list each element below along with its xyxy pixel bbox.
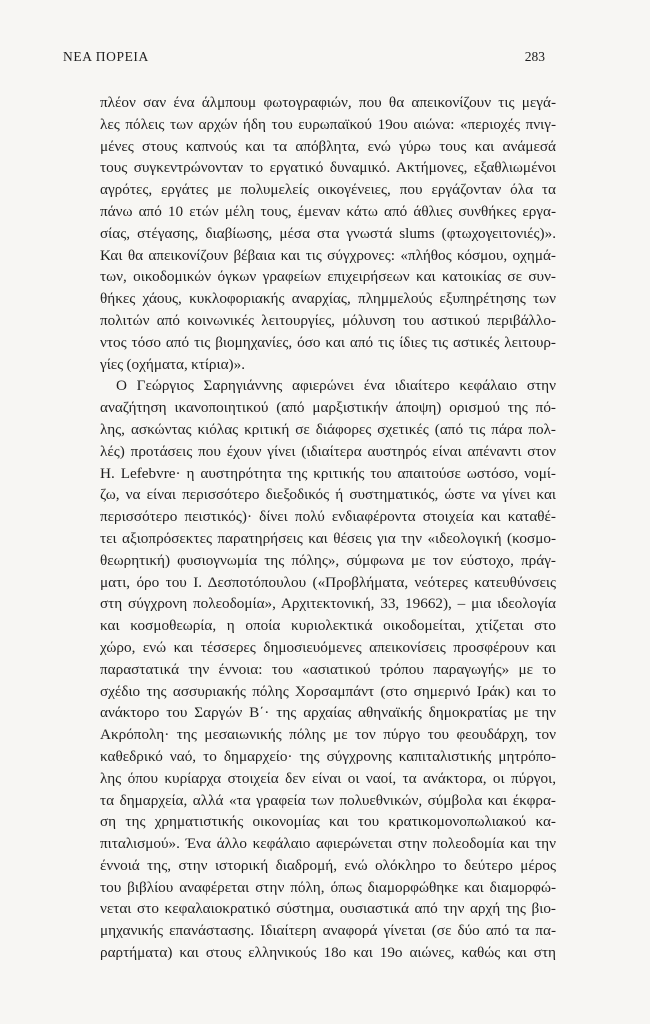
text-line: λές) προτάσεις που έχουν γίνει (ιδιαίτερα αυστηρός είναι απέναντι στον [100, 442, 556, 460]
text-line: πάνω από 10 ετών μέλη τους, έμεναν κάτω από άθλιες συνθήκες εργα- [100, 202, 556, 220]
text-line: λης, ασκώντας κιόλας κριτική σε διάφορες σχετικές (από τις πάρα πολ- [100, 420, 556, 438]
running-head: ΝΕΑ ΠΟΡΕΙΑ [63, 49, 149, 64]
text-line: λες πόλεις των αρχών ήδη του ευρωπαϊκού 19ου αιώνα: «περιοχές πνιγ- [100, 115, 556, 133]
text-line: και κοσμοθεωρία, η οποία κυριολεκτικά οικοδομείται, χτίζεται στο [100, 617, 556, 635]
text-line: τα δημαρχεία, αλλά «τα γραφεία των πολυεθνικών, σύμβολα και έκφρα- [100, 791, 556, 809]
text-line: ραρτήματα) και στους ελληνικούς 18ο και 19ο αιώνες, καθώς και στη [100, 944, 556, 962]
text-line: λης όπου κυρίαρχα στοιχεία δεν είναι οι ναοί, τα ανάκτορα, οι πύργοι, [100, 769, 556, 787]
text-line: ση της χρηματιστικής οικονομίας και του κρατικομονοπωλιακού κα- [100, 813, 556, 831]
text-line: μηχανικής επανάστασης. Ιδιαίτερη αναφορά γίνεται (σε δύο από τα πα- [100, 922, 556, 940]
text-line: καθεδρικό ναό, το δημαρχείο· της σύγχρονης καπιταλιστικής μητρόπο- [100, 747, 556, 765]
text-line: πλέον σαν ένα άλμπουμ φωτογραφιών, που θα απεικονίζουν τις μεγά- [100, 94, 556, 111]
text-line: ματι, όρο του Ι. Δεσποτόπουλου («Προβλήματα, νεότερες κατευθύνσεις [100, 573, 556, 591]
text-line: του βιβλίου αναφέρεται στην πόλη, όπως διαμορφώθηκε και διαμορφώ- [100, 878, 556, 896]
text-line: περισσότερο πειστικός)· δίνει πολύ ενδιαφέροντα στοιχεία και καταθέ- [100, 508, 556, 526]
page-number: 283 [524, 49, 545, 64]
text-line: ντος τόσο από τις βιομηχανίες, όσο και από τις ίδιες τις αστικές λειτουρ- [100, 333, 556, 351]
text-line: πολιτών από κοινωνικές λειτουργίες, μόλυνση του αστικού περιβάλλο- [100, 311, 556, 329]
text-line: στη σύγχρονη πολεοδομία», Αρχιτεκτονική, 33, 19662), – μια ιδεολογία [100, 595, 556, 613]
text-line: Ακρόπολη· της μεσαιωνικής πόλης με τον πύργο του φεουδάρχη, τον [100, 726, 556, 744]
text-line: παραστατικά την έννοια: του «ασιατικού τρόπου παραγωγής» με το [100, 660, 556, 678]
text-line: μένες στους καπνούς και τα απόβλητα, ενώ γύρω τους και ανάμεσά [100, 137, 556, 155]
text-line: νεται στο κεφαλαιοκρατικό σύστημα, ουσιαστικά από την αρχή της βιο- [100, 900, 556, 918]
text-line: ζω, να είναι περισσότερο διεξοδικός ή συστηματικός, ώστε να γίνει και [100, 486, 556, 504]
text-line: αγρότες, εργάτες με πολυμελείς οικογένειες, που εργάζονταν όλα τα [100, 181, 556, 199]
text-line: Και θα απεικονίζουν βέβαια και τις σύγχρονες: «πλήθος κόσμου, οχημά- [100, 246, 556, 264]
text-line: Ο Γεώργιος Σαρηγιάννης αφιερώνει ένα ιδιαίτερο κεφάλαιο στην [116, 377, 556, 395]
text-line: τους συγκεντρώνονταν το εργατικό δυναμικό. Ακτήμονες, εξαθλιωμένοι [100, 159, 556, 177]
text-line: χώρο, ενώ και τέσσερες δημοσιευόμενες απεικονίσεις προσφέρουν και [100, 638, 556, 656]
text-line: αναζήτηση ικανοποιητικού (από μαρξιστικήν άποψη) ορισμού της πό- [100, 399, 556, 417]
text-line: θήκες χάους, κυκλοφοριακής αναρχίας, πλημμελούς εξυπηρέτησης των [100, 290, 556, 308]
text-line: σίας, στέγασης, διαβίωσης, μέσα στα γνωστά slums (φτωχογειτονιές)». [100, 224, 556, 242]
text-line: έννοιά της, στην ιστορική διαδρομή, ενώ ολόκληρο το δεύτερο μέρος [100, 856, 556, 874]
body-text [100, 92, 556, 964]
text-line: γίες (οχήματα, κτίρια)». [100, 355, 245, 373]
text-line: Η. Lefebvre· η αυστηρότητα της κριτικής του απαιτούσε ωστόσο, νομί- [100, 464, 556, 482]
text-line: πιταλισμού». Ένα άλλο κεφάλαιο αφιερώνεται στην πολεοδομία και την [100, 835, 556, 853]
text-line: των, οικοδομικών όγκων γραφείων επιχειρήσεων και κατοικίας σε συν- [100, 268, 556, 286]
text-line: σχέδιο της ασσυριακής πόλης Χορσαμπάντ (στο σημερινό Ιράκ) και το [100, 682, 556, 700]
text-line: ανάκτορο του Σαργών Β΄· της αρχαίας αθηναϊκής δημοκρατίας με την [100, 704, 556, 722]
text-line: θεωρητική) φυσιογνωμία της πόλης», σύμφωνα με τον εύστοχο, πράγ- [100, 551, 556, 569]
text-line: τει αξιοπρόσεκτες παρατηρήσεις και θέσεις για την «ιδεολογική (κοσμο- [100, 529, 556, 547]
